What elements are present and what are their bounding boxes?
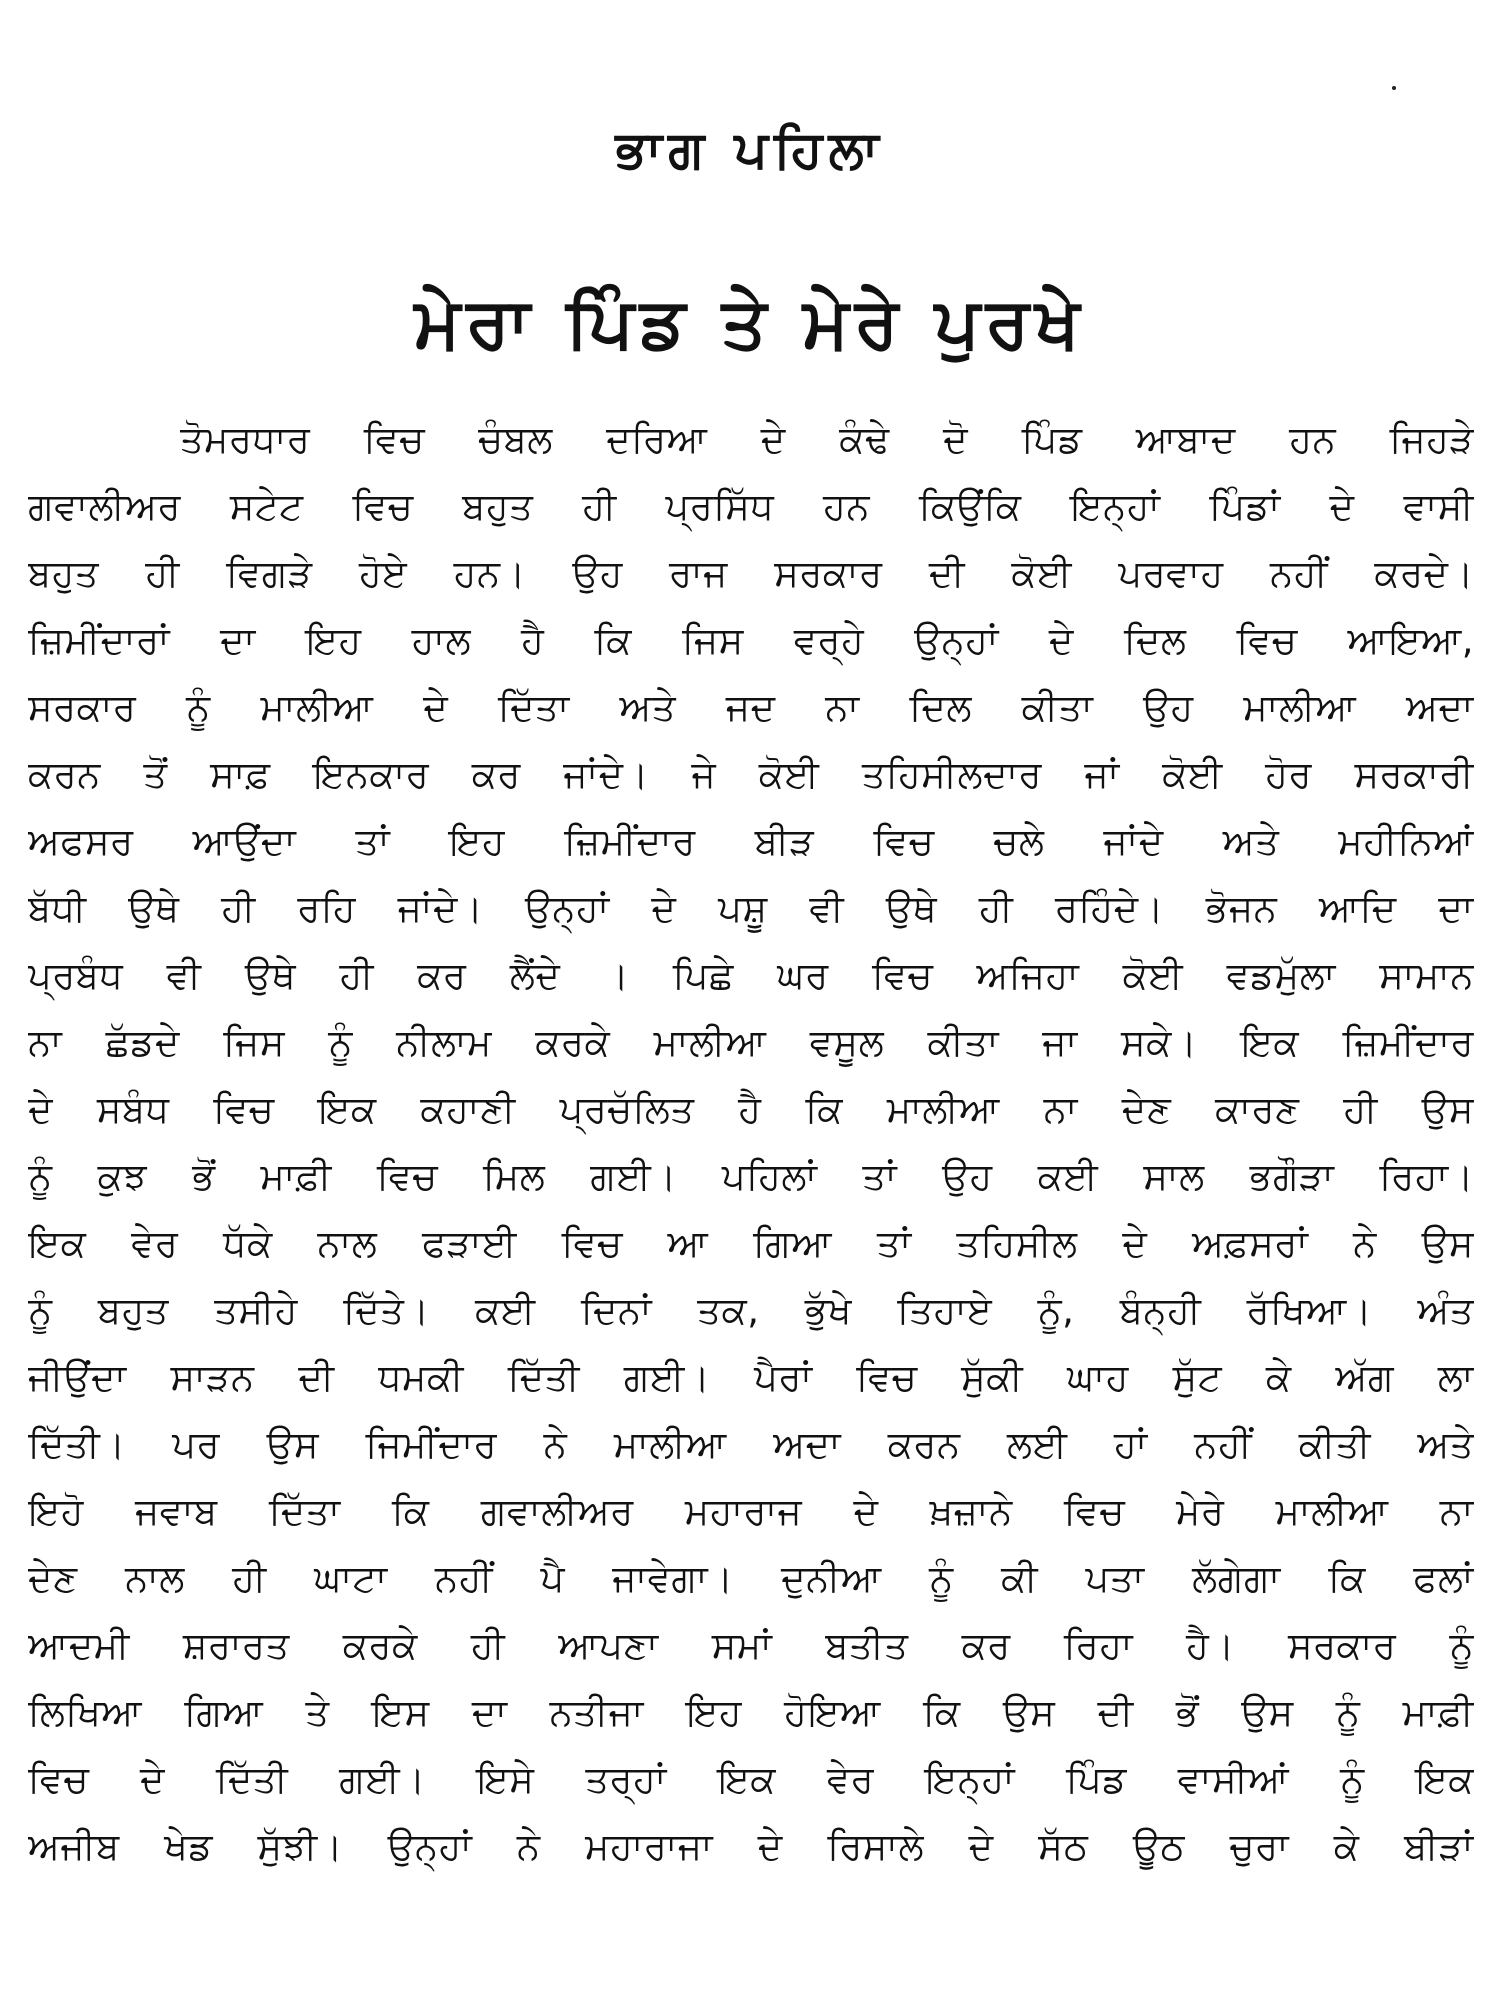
text-line: ਅਜੀਬ ਖੇਡ ਸੁੱਝੀ। ਉਨ੍ਹਾਂ ਨੇ ਮਹਾਰਾਜਾ ਦੇ ਰਿਸਾਲੇ ਦੇ ਸੱਠ ਊਠ ਚੁਰਾ ਕੇ ਬੀੜਾਂ <box>28 1825 1474 1868</box>
text-line: ਦੇ ਸਬੰਧ ਵਿਚ ਇਕ ਕਹਾਣੀ ਪ੍ਰਚੱਲਿਤ ਹੈ ਕਿ ਮਾਲੀਆ ਨਾ ਦੇਣ ਕਾਰਣ ਹੀ ਉਸ <box>28 1088 1474 1131</box>
text-line: ਪ੍ਰਬੰਧ ਵੀ ਉਥੇ ਹੀ ਕਰ ਲੈਂਦੇ । ਪਿਛੇ ਘਰ ਵਿਚ ਅਜਿਹਾ ਕੋਈ ਵਡਮੁੱਲਾ ਸਾਮਾਨ <box>28 954 1474 997</box>
text-line: ਆਦਮੀ ਸ਼ਰਾਰਤ ਕਰਕੇ ਹੀ ਆਪਣਾ ਸਮਾਂ ਬਤੀਤ ਕਰ ਰਿਹਾ ਹੈ। ਸਰਕਾਰ ਨੂੰ <box>28 1624 1474 1667</box>
text-line: ਅਫਸਰ ਆਉਂਦਾ ਤਾਂ ਇਹ ਜ਼ਿਮੀਂਦਾਰ ਬੀੜ ਵਿਚ ਚਲੇ ਜਾਂਦੇ ਅਤੇ ਮਹੀਨਿਆਂ <box>28 820 1474 863</box>
text-line: ਤੋਮਰਧਾਰ ਵਿਚ ਚੰਬਲ ਦਰਿਆ ਦੇ ਕੰਢੇ ਦੋ ਪਿੰਡ ਆਬਾਦ ਹਨ ਜਿਹੜੇ <box>180 418 1474 461</box>
text-line: ਇਕ ਵੇਰ ਧੱਕੇ ਨਾਲ ਫੜਾਈ ਵਿਚ ਆ ਗਿਆ ਤਾਂ ਤਹਿਸੀਲ ਦੇ ਅਫ਼ਸਰਾਂ ਨੇ ਉਸ <box>28 1222 1474 1265</box>
text-line: ਦੇਣ ਨਾਲ ਹੀ ਘਾਟਾ ਨਹੀਂ ਪੈ ਜਾਵੇਗਾ। ਦੁਨੀਆ ਨੂੰ ਕੀ ਪਤਾ ਲੱਗੇਗਾ ਕਿ ਫਲਾਂ <box>28 1557 1474 1600</box>
text-line: ਲਿਖਿਆ ਗਿਆ ਤੇ ਇਸ ਦਾ ਨਤੀਜਾ ਇਹ ਹੋਇਆ ਕਿ ਉਸ ਦੀ ਭੋਂ ਉਸ ਨੂੰ ਮਾਫ਼ੀ <box>28 1691 1474 1734</box>
text-line: ਨੂੰ ਕੁਝ ਭੋਂ ਮਾਫ਼ੀ ਵਿਚ ਮਿਲ ਗਈ। ਪਹਿਲਾਂ ਤਾਂ ਉਹ ਕਈ ਸਾਲ ਭਗੌੜਾ ਰਿਹਾ। <box>28 1155 1474 1198</box>
text-line: ਜ਼ਿਮੀਂਦਾਰਾਂ ਦਾ ਇਹ ਹਾਲ ਹੈ ਕਿ ਜਿਸ ਵਰ੍ਹੇ ਉਨ੍ਹਾਂ ਦੇ ਦਿਲ ਵਿਚ ਆਇਆ, <box>28 619 1474 662</box>
text-line: ਕਰਨ ਤੋਂ ਸਾਫ਼ ਇਨਕਾਰ ਕਰ ਜਾਂਦੇ। ਜੇ ਕੋਈ ਤਹਿਸੀਲਦਾਰ ਜਾਂ ਕੋਈ ਹੋਰ ਸਰਕਾਰੀ <box>28 753 1474 796</box>
chapter-title: ਮੇਰਾ ਪਿੰਡ ਤੇ ਮੇਰੇ ਪੁਰਖੇ <box>414 282 1086 364</box>
text-line: ਇਹੋ ਜਵਾਬ ਦਿੱਤਾ ਕਿ ਗਵਾਲੀਅਰ ਮਹਾਰਾਜ ਦੇ ਖ਼ਜ਼ਾਨੇ ਵਿਚ ਮੇਰੇ ਮਾਲੀਆ ਨਾ <box>28 1490 1474 1533</box>
part-heading: ਭਾਗ ਪਹਿਲਾ <box>615 120 885 180</box>
text-line: ਵਿਚ ਦੇ ਦਿੱਤੀ ਗਈ। ਇਸੇ ਤਰ੍ਹਾਂ ਇਕ ਵੇਰ ਇਨ੍ਹਾਂ ਪਿੰਡ ਵਾਸੀਆਂ ਨੂੰ ਇਕ <box>28 1758 1474 1801</box>
text-line: ਗਵਾਲੀਅਰ ਸਟੇਟ ਵਿਚ ਬਹੁਤ ਹੀ ਪ੍ਰਸਿੱਧ ਹਨ ਕਿਉਂਕਿ ਇਨ੍ਹਾਂ ਪਿੰਡਾਂ ਦੇ ਵਾਸੀ <box>28 485 1474 528</box>
text-line: ਬੱਧੀ ਉਥੇ ਹੀ ਰਹਿ ਜਾਂਦੇ। ਉਨ੍ਹਾਂ ਦੇ ਪਸ਼ੂ ਵੀ ਉਥੇ ਹੀ ਰਹਿੰਦੇ। ਭੋਜਨ ਆਦਿ ਦਾ <box>28 887 1474 930</box>
text-line: ਦਿੱਤੀ। ਪਰ ਉਸ ਜਿਮੀਂਦਾਰ ਨੇ ਮਾਲੀਆ ਅਦਾ ਕਰਨ ਲਈ ਹਾਂ ਨਹੀਂ ਕੀਤੀ ਅਤੇ <box>28 1423 1474 1466</box>
text-line: ਜੀਉਂਦਾ ਸਾੜਨ ਦੀ ਧਮਕੀ ਦਿੱਤੀ ਗਈ। ਪੈਰਾਂ ਵਿਚ ਸੁੱਕੀ ਘਾਹ ਸੁੱਟ ਕੇ ਅੱਗ ਲਾ <box>28 1356 1474 1399</box>
text-line: ਸਰਕਾਰ ਨੂੰ ਮਾਲੀਆ ਦੇ ਦਿੱਤਾ ਅਤੇ ਜਦ ਨਾ ਦਿਲ ਕੀਤਾ ਉਹ ਮਾਲੀਆ ਅਦਾ <box>28 686 1474 729</box>
scan-speck <box>1392 86 1396 90</box>
text-line: ਬਹੁਤ ਹੀ ਵਿਗੜੇ ਹੋਏ ਹਨ। ਉਹ ਰਾਜ ਸਰਕਾਰ ਦੀ ਕੋਈ ਪਰਵਾਹ ਨਹੀਂ ਕਰਦੇ। <box>28 552 1474 595</box>
text-line: ਨੂੰ ਬਹੁਤ ਤਸੀਹੇ ਦਿੱਤੇ। ਕਈ ਦਿਨਾਂ ਤਕ, ਭੁੱਖੇ ਤਿਹਾਏ ਨੂੰ, ਬੰਨ੍ਹੀ ਰੱਖਿਆ। ਅੰਤ <box>28 1289 1474 1332</box>
text-line: ਨਾ ਛੱਡਦੇ ਜਿਸ ਨੂੰ ਨੀਲਾਮ ਕਰਕੇ ਮਾਲੀਆ ਵਸੂਲ ਕੀਤਾ ਜਾ ਸਕੇ। ਇਕ ਜ਼ਿਮੀਂਦਾਰ <box>28 1021 1474 1064</box>
